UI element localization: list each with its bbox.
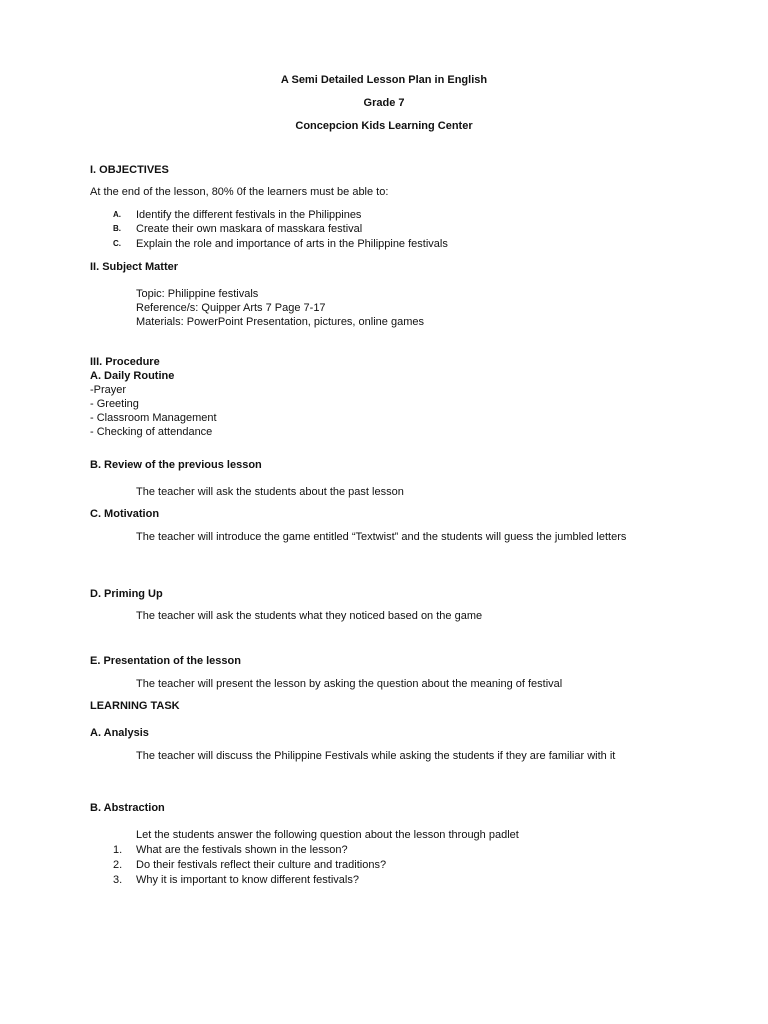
- motivation-text: The teacher will introduce the game entitled “Textwist” and the students will guess the jumbled letters: [136, 531, 627, 543]
- question-marker: 1.: [113, 844, 123, 856]
- routine-item: - Checking of attendance: [90, 426, 213, 438]
- routine-item: -Prayer: [90, 384, 127, 396]
- subject-matter-heading: II. Subject Matter: [90, 261, 179, 273]
- objectives-heading: I. OBJECTIVES: [90, 164, 169, 176]
- analysis-text: The teacher will discuss the Philippine Festivals while asking the students if they are familiar with it: [136, 750, 616, 762]
- objective-item: Explain the role and importance of arts in the Philippine festivals: [136, 238, 448, 250]
- objective-item: Create their own maskara of masskara festival: [136, 223, 363, 235]
- objective-marker: B.: [113, 224, 121, 233]
- objective-marker: A.: [113, 210, 121, 219]
- document-title: A Semi Detailed Lesson Plan in English: [280, 74, 488, 86]
- procedure-heading: III. Procedure: [90, 356, 160, 368]
- priming-heading: D. Priming Up: [90, 588, 163, 600]
- school-name: Concepcion Kids Learning Center: [295, 120, 473, 132]
- motivation-heading: C. Motivation: [90, 508, 160, 520]
- question-item: Do their festivals reflect their culture and traditions?: [136, 859, 387, 871]
- learning-task-heading: LEARNING TASK: [90, 700, 180, 712]
- question-marker: 2.: [113, 859, 123, 871]
- presentation-heading: E. Presentation of the lesson: [90, 655, 241, 667]
- objectives-intro: At the end of the lesson, 80% 0f the learners must be able to:: [90, 186, 389, 198]
- analysis-heading: A. Analysis: [90, 727, 149, 739]
- objective-marker: C.: [113, 239, 121, 248]
- review-heading: B. Review of the previous lesson: [90, 459, 262, 471]
- question-marker: 3.: [113, 874, 123, 886]
- reference-line: Reference/s: Quipper Arts 7 Page 7-17: [136, 302, 326, 314]
- daily-routine-heading: A. Daily Routine: [90, 370, 175, 382]
- materials-line: Materials: PowerPoint Presentation, pictures, online games: [136, 316, 424, 328]
- presentation-text: The teacher will present the lesson by asking the question about the meaning of festival: [136, 678, 563, 690]
- abstraction-intro: Let the students answer the following question about the lesson through padlet: [136, 829, 519, 841]
- routine-item: - Classroom Management: [90, 412, 217, 424]
- priming-text: The teacher will ask the students what they noticed based on the game: [136, 610, 483, 622]
- question-item: Why it is important to know different festivals?: [136, 874, 359, 886]
- question-item: What are the festivals shown in the lesson?: [136, 844, 348, 856]
- review-text: The teacher will ask the students about the past lesson: [136, 486, 404, 498]
- abstraction-heading: B. Abstraction: [90, 802, 165, 814]
- objective-item: Identify the different festivals in the Philippines: [136, 209, 362, 221]
- topic-line: Topic: Philippine festivals: [136, 288, 259, 300]
- grade-label: Grade 7: [363, 97, 405, 109]
- routine-item: - Greeting: [90, 398, 139, 410]
